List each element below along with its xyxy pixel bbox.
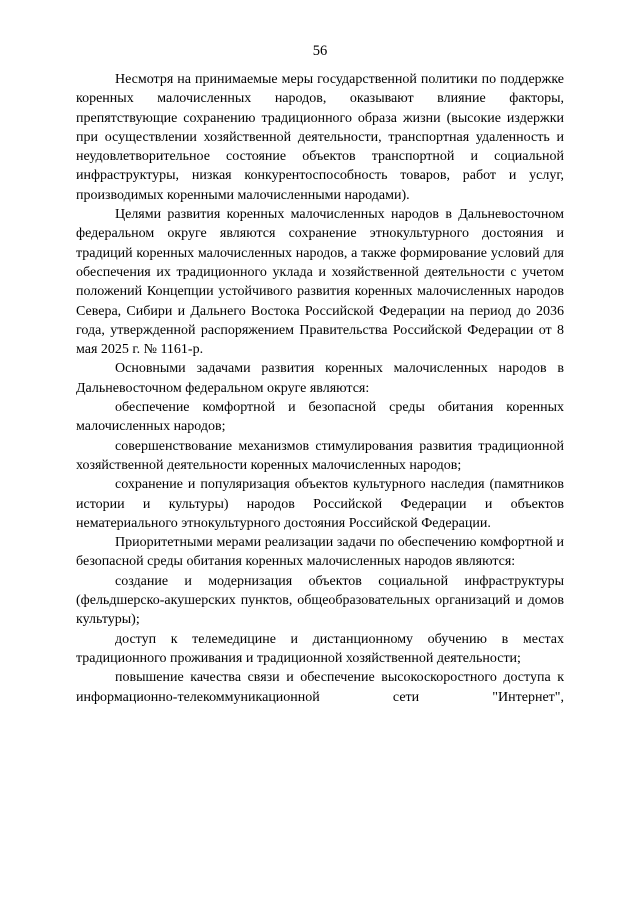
list-item-task-economic-stimulus: совершенствование механизмов стимулирования развития традиционной хозяйственной деятельности коренных малочисленных народов; xyxy=(76,438,564,473)
list-item-measure-internet: повышение качества связи и обеспечение высокоскоростного доступа к информационно-телекоммуникационной сети "Интернет", xyxy=(76,670,564,705)
list-item-measure-infrastructure: создание и модернизация объектов социальной инфраструктуры (фельдшерско-акушерских пунктов, общеобразовательных организаций и домов культуры); xyxy=(76,573,564,628)
paragraph-main-tasks-intro: Основными задачами развития коренных малочисленных народов в Дальневосточном федеральном округе являются: xyxy=(76,361,564,396)
paragraph-development-goals: Целями развития коренных малочисленных народов в Дальневосточном федеральном округе являются сохранение этнокультурного достояния и традиций коренных малочисленных народов, а также формирование условий для обеспечения их традиционного уклада и хозяйственной деятельности с учетом положений Концепции устойчивого развития коренных малочисленных народов Севера, Сибири и Дальнего Востока Российской Федерации на период до 2036 года, утвержденной распоряжением Правительства Российской Федерации от 8 мая 2025 г. № 1161-р. xyxy=(76,207,564,358)
paragraph-policy-factors: Несмотря на принимаемые меры государственной политики по поддержке коренных малочисленных народов, оказывают влияние факторы, препятствующие сохранению традиционного образа жизни (высокие издержки при осуществлении хозяйственной деятельности, транспортная удаленность и неудовлетворительное состояние объектов транспортной и социальной инфраструктуры, низкая конкурентоспособность товаров, работ и услуг, производимых коренными малочисленными народами). xyxy=(76,72,564,203)
list-item-task-cultural-heritage: сохранение и популяризация объектов культурного наследия (памятников истории и культуры) народов Российской Федерации и объектов нематериального этнокультурного достояния Российской Федерации. xyxy=(76,477,564,531)
page-number: 56 xyxy=(312,43,328,59)
paragraph-priority-measures-intro: Приоритетными мерами реализации задачи по обеспечению комфортной и безопасной среды обитания коренных малочисленных народов являются: xyxy=(76,535,564,570)
list-item-measure-telemedicine: доступ к телемедицине и дистанционному обучению в местах традиционного проживания и традиционной хозяйственной деятельности; xyxy=(76,631,564,666)
document-body xyxy=(76,70,564,707)
list-item-task-safe-environment: обеспечение комфортной и безопасной среды обитания коренных малочисленных народов; xyxy=(76,400,564,435)
